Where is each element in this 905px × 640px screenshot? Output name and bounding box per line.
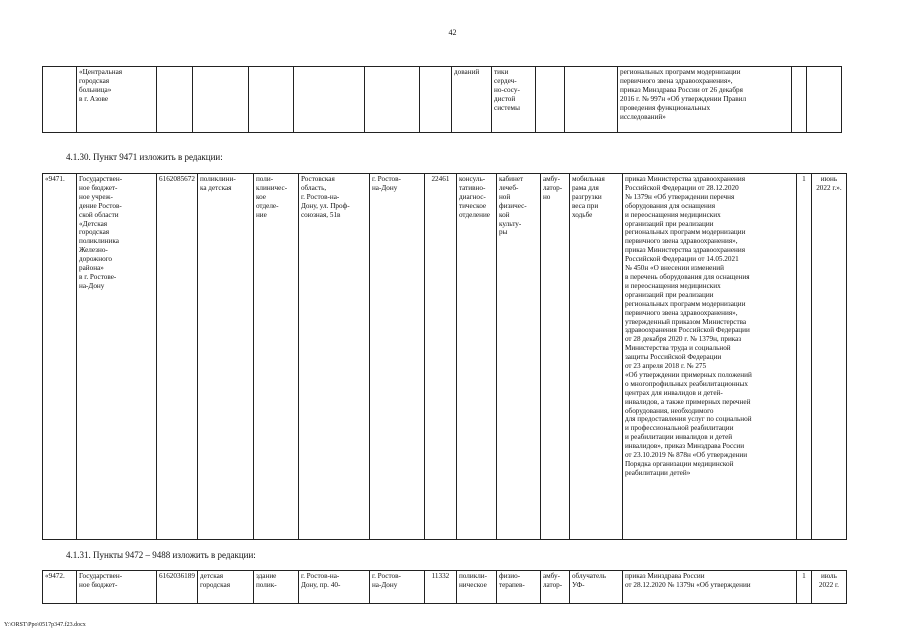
file-path-footer: Y:\ORST\Ppo\0517p347.f23.docx [4,622,86,628]
cell: региональных программ модернизации первичного звена здравоохранения», приказ Минздрава России от 26 декабря 2016 г. № 997н «Об утверждении Правил проведения функциональных исследований» [618,67,792,133]
cell: «Центральная городская больница» в г. Азове [77,67,157,133]
cell: амбу- латор- но [540,174,569,540]
cell: здание полик- [253,571,298,604]
cell: 22461 [424,174,456,540]
cell: облучатель УФ- [569,571,622,604]
cell: 1 [796,174,811,540]
cell: Государствен- ное бюджет- [77,571,157,604]
cell: г. Ростов-на- Дону, пр. 40- [298,571,369,604]
cell: 6162036189 [157,571,198,604]
cell [193,67,249,133]
cell [365,67,420,133]
cell: амбу- латор- [540,571,569,604]
cell: Ростовская область, г. Ростов-на- Дону, ул. Проф- союзная, 51в [298,174,369,540]
cell: 6162085672 [157,174,198,540]
cell: «9472. [43,571,77,604]
table-row [43,571,847,604]
cell [43,67,77,133]
table-continuation [42,66,842,133]
cell: 11332 [424,571,456,604]
cell: г. Ростов- на-Дону [369,174,424,540]
cell [807,67,842,133]
cell: Государствен- ное бюджет- ное учреж- дение Ростов- ской области «Детская городская поликлиника Железно- дорожного района» в г. Ростове- на-Дону [77,174,157,540]
cell [420,67,452,133]
cell: июнь 2022 г.». [811,174,846,540]
cell: июль 2022 г. [811,571,846,604]
cell: поликли- ническое [456,571,496,604]
cell [792,67,807,133]
cell: мобильная рама для разгрузки веса при ходьбе [569,174,622,540]
cell: г. Ростов- на-Дону [369,571,424,604]
cell [294,67,365,133]
cell: приказ Министерства здравоохранения Российской Федерации от 28.12.2020 № 1379н «Об утверждении перечня оборудования для оснащения и переоснащения медицинских организаций при реализации региональных программ модернизации первичного звена здравоохранения», приказ Министерства здравоохранения Российской Федерации от 14.05.2021 № 450н «О внесении изменений в перечень оборудования для оснащения и переоснащения медицинских организаций при реализации региональных программ модернизации первичного звена здравоохранения», утвержденный приказом Министерства здравоохранения Российской Федерации от 28 декабря 2020 г. № 1379н, приказ Министерства труда и социальной защиты Российской Федерации от 23 апреля 2018 г. № 275 «Об утверждении примерных положений о многопрофильных реабилитационных центрах для инвалидов и детей- инвалидов, а также примерных перечней оборудования, необходимого для предоставления услуг по социальной и профессиональной реабилитации и реабилитации инвалидов и детей инвалидов», приказ Минздрава России от 23.10.2019 № 878н «Об утверждении Порядка организации медицинской реабилитации детей» [622,174,796,540]
cell: детская городская [197,571,253,604]
cell: приказ Минздрава России от 28.12.2020 № 1379н «Об утверждении [622,571,796,604]
cell: кабинет лечеб- ной физичес- кой культу- ры [496,174,540,540]
cell: «9471. [43,174,77,540]
table-row [43,174,847,540]
table-row [43,67,842,133]
cell: физио- терапев- [496,571,540,604]
cell: поли- клиничес- кое отделе- ние [253,174,298,540]
cell [249,67,294,133]
paragraph-4-1-31: 4.1.31. Пункты 9472 – 9488 изложить в редакции: [66,550,256,560]
cell [536,67,565,133]
paragraph-4-1-30: 4.1.30. Пункт 9471 изложить в редакции: [66,152,223,162]
cell: дований [452,67,492,133]
table-item-9471 [42,173,847,540]
cell: консуль- тативно- диагнос- тическое отделение [456,174,496,540]
cell [157,67,193,133]
cell: поликлини- ка детская [197,174,253,540]
cell [565,67,618,133]
cell: тики сердеч- но-сосу- дистой системы [492,67,536,133]
page-number: 42 [448,28,457,37]
cell: 1 [796,571,811,604]
table-item-9472 [42,570,847,604]
